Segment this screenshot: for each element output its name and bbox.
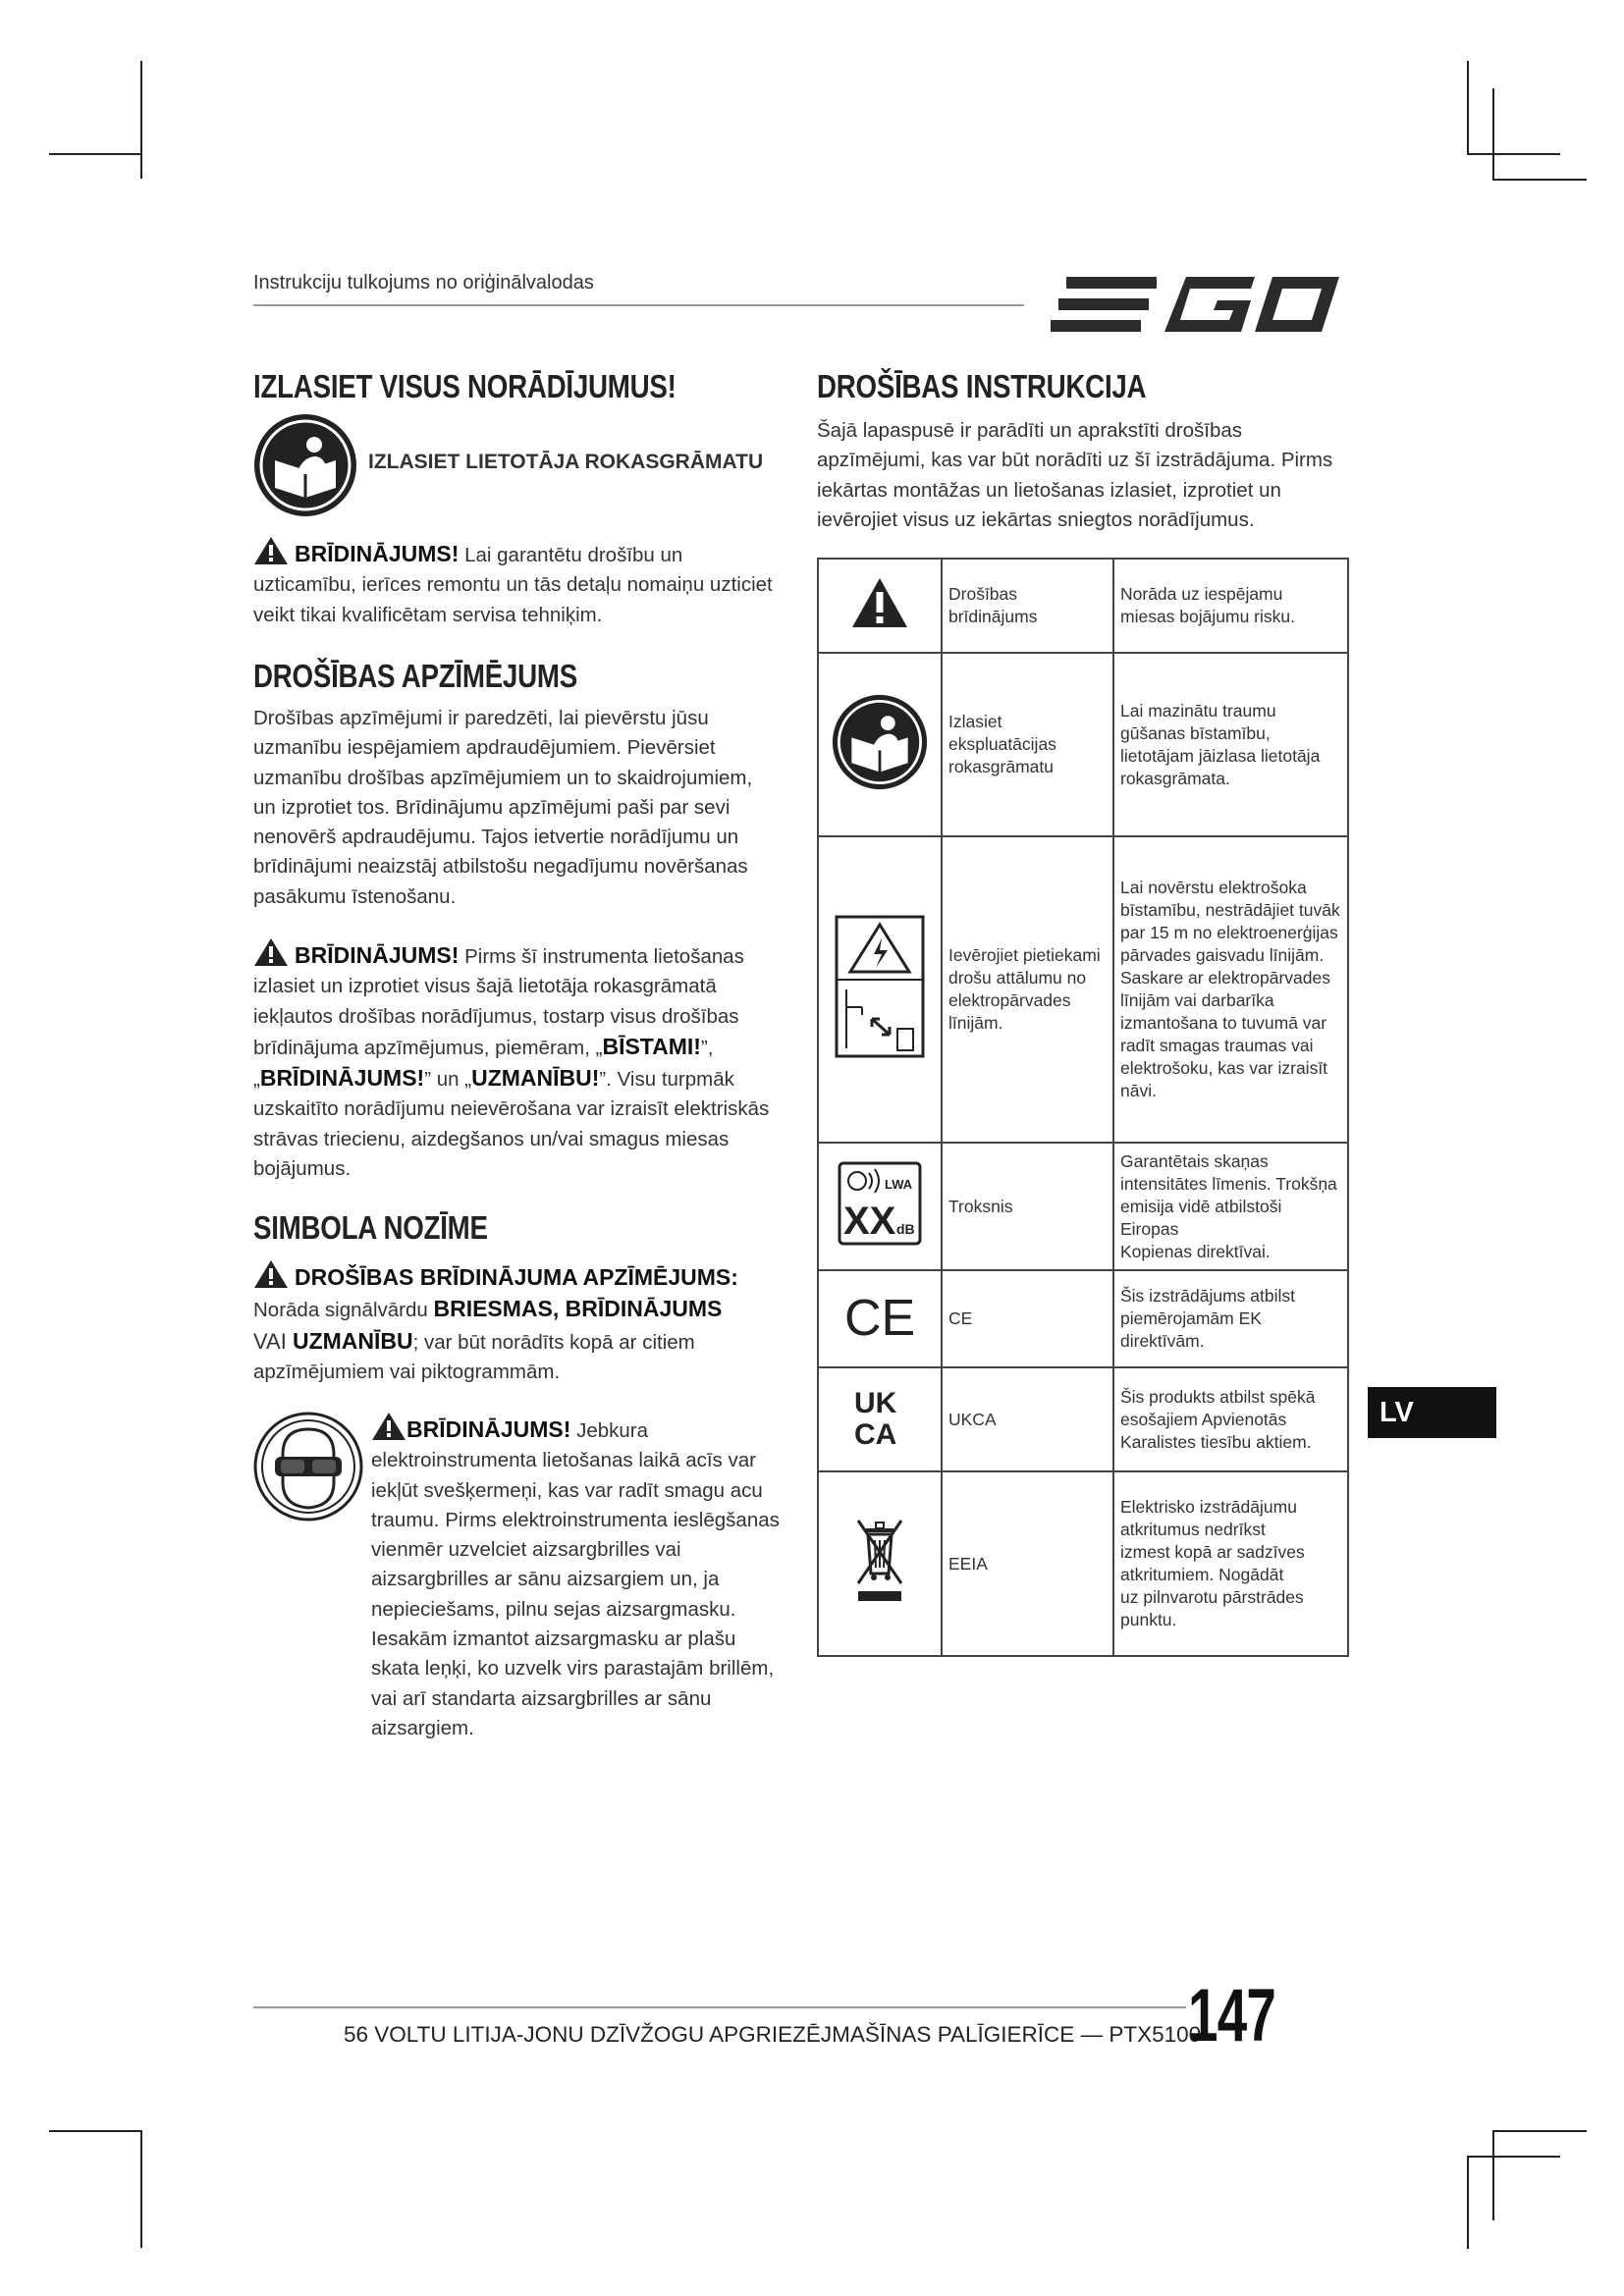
symbol-description: Kopienas direktīvai. <box>1120 1241 1271 1261</box>
text-line: uzmanību drošības apzīmējumiem un to skaidrojumiem, <box>253 766 753 789</box>
ukca-bottom: CA <box>854 1418 897 1448</box>
footer-product-title: 56 VOLTU LITIJA-JONU DZĪVŽOGU APGRIEZĒJMAŠĪNAS PALĪGIERĪCE — PTX5100 <box>344 2022 1202 2047</box>
crop-mark <box>1467 2156 1469 2249</box>
symbol-name: Troksnis <box>948 1196 1013 1216</box>
text-line: Lai garantētu drošību un <box>459 544 683 566</box>
crop-mark <box>140 61 142 179</box>
text-line: uzskaitīto norādījumu neievērošana var izraisīt elektriskās <box>253 1097 770 1121</box>
read-manual-label: IZLASIET LIETOTĀJA ROKASGRĀMATU <box>368 451 764 473</box>
text-line: traumu. Pirms elektroinstrumenta ieslēgšanas <box>371 1508 780 1531</box>
table-row <box>818 653 1348 836</box>
alert-label: DROŠĪBAS BRĪDINĀJUMA APZĪMĒJUMS: <box>295 1264 738 1290</box>
symbol-description: direktīvām. <box>1120 1331 1205 1351</box>
table-row <box>818 1270 1348 1367</box>
symbol-description: Garantētais skaņas <box>1120 1150 1269 1171</box>
symbol-name: UKCA <box>948 1409 997 1429</box>
symbol-description: pārvades gaisvadu līnijām. <box>1120 945 1325 965</box>
symbol-description: par 15 m no elektroenerģijas <box>1120 923 1338 942</box>
symbols-table <box>817 558 1349 1657</box>
logo-text: EGO <box>1049 273 1052 274</box>
warning-label: BRĪDINĀJUMS! <box>295 942 460 968</box>
warning-label: BRĪDINĀJUMS! <box>295 541 460 566</box>
text-line: nepieciešams, pilnu sejas aizsargmasku. <box>371 1597 736 1621</box>
symbol-description: Elektrisko izstrādājumu <box>1120 1497 1297 1517</box>
table-row <box>818 836 1348 1143</box>
text-line: uzmanību iespējamiem apdraudējumiem. Pievērsiet <box>253 736 716 760</box>
crop-mark <box>1492 2130 1494 2220</box>
safety-instructions-intro <box>817 416 1352 535</box>
warning-triangle-icon <box>253 1259 289 1289</box>
symbol-description: intensitātes līmenis. Trokšņa <box>1120 1173 1337 1194</box>
symbol-name: Izlasiet ekspluatācijas <box>948 712 1056 754</box>
symbol-description: atkritumiem. Nogādāt <box>1120 1565 1284 1584</box>
text-line: Drošības apzīmējumi ir paredzēti, lai pievērstu jūsu <box>253 707 709 729</box>
running-header: Instrukciju tulkojums no oriģinālvalodas <box>253 272 594 294</box>
text-line: iekļūt svešķermeņi, kas var radīt smagu acu <box>371 1478 763 1502</box>
symbol-description: Saskare ar elektropārvades <box>1120 968 1330 988</box>
warning-triangle-icon <box>850 576 909 629</box>
symbol-description: Norāda uz iespējamu <box>1120 584 1283 604</box>
text-line: vai arī standarta aizsargbrilles ar sānu <box>371 1686 712 1710</box>
signal-words: BRIESMAS, BRĪDINĀJUMS <box>433 1296 723 1322</box>
symbol-name: drošu attālumu no <box>948 968 1087 988</box>
crop-mark <box>1492 179 1587 181</box>
text-line: elektroinstrumenta lietošanas laikā acīs var <box>371 1449 756 1472</box>
text-line: strāvas triecienu, aizdegšanos un/vai smagus miesas <box>253 1127 730 1150</box>
symbol-description: izmantošana to tuvumā var <box>1120 1013 1327 1033</box>
symbol-meaning-text <box>253 1259 784 1387</box>
text-span: ”, <box>700 1036 714 1059</box>
text-line: skata leņķi, ko uzvelk virs parastajām brillēm, <box>371 1657 775 1681</box>
signal-word-caution: UZMANĪBU <box>292 1327 413 1354</box>
symbol-description: Lai novērstu elektrošoka <box>1120 878 1307 897</box>
warning-block-2 <box>253 937 784 1184</box>
header-rule <box>253 304 1024 306</box>
text-span: „ <box>253 1068 260 1092</box>
safety-symbols-title: DROŠĪBAS APZĪMĒJUMS <box>253 658 577 694</box>
symbol-description: radīt smagas traumas vai <box>1120 1036 1314 1055</box>
eye-warning-text <box>371 1412 793 1743</box>
text-span: ” un „ <box>424 1068 472 1092</box>
ego-logo <box>1049 273 1343 336</box>
eye-protection-icon <box>253 1412 363 1522</box>
read-all-title: IZLASIET VISUS NORĀDĪJUMUS! <box>253 368 677 404</box>
symbol-name: elektropārvades līnijām. <box>948 990 1071 1033</box>
text-line: iekļautos drošības norādījumus, tostarp visus drošības <box>253 1004 739 1028</box>
read-manual-icon <box>253 413 357 517</box>
text-line: nenovērš apdraudējumu. Tajos ietvertie norādījumu un <box>253 826 739 849</box>
noise-level-icon <box>838 1161 922 1246</box>
symbol-description: Karalistes tiesību aktiem. <box>1120 1431 1312 1452</box>
footer-rule <box>253 2006 1186 2008</box>
warning-triangle-icon <box>253 536 289 565</box>
symbol-description: izmest kopā ar sadzīves <box>1120 1542 1305 1562</box>
warning-word: BRĪDINĀJUMS! <box>259 1065 425 1092</box>
symbol-name: EEIA <box>948 1553 988 1574</box>
ukca-top: UK <box>854 1387 897 1419</box>
crop-mark <box>1467 61 1469 154</box>
text-line: aizsargiem. <box>371 1716 474 1739</box>
symbol-description: bīstamību, nestrādājiet tuvāk <box>1120 900 1340 920</box>
table-row <box>818 1367 1348 1471</box>
symbol-description: līnijām vai darbarīka <box>1120 990 1274 1010</box>
lwa-label: LWA <box>885 1177 913 1192</box>
text-line: pasākumu īstenošanu. <box>253 884 457 908</box>
text-line: Pirms šī instrumenta lietošanas <box>459 945 744 968</box>
symbol-description: miesas bojājumu risku. <box>1120 607 1295 626</box>
text-span: Norāda signālvārdu <box>253 1299 434 1322</box>
text-line: iekārtas montāžas un lietošanas izlasiet, izprotiet un <box>817 478 1281 502</box>
ukca-mark-icon <box>852 1385 907 1448</box>
symbol-name: Drošības <box>948 584 1018 604</box>
crop-mark <box>1492 2130 1587 2132</box>
danger-word: BĪSTAMI! <box>602 1033 701 1059</box>
symbol-description: esošajiem Apvienotās <box>1120 1409 1287 1429</box>
text-line: Jebkura <box>570 1419 649 1442</box>
text-span: brīdinājuma apzīmējumus, piemēram, „ <box>253 1036 603 1059</box>
symbol-name: Ievērojiet pietiekami <box>948 945 1101 965</box>
crop-mark <box>49 2130 142 2132</box>
text-line: uzticamību, ierīces remontu un tās detaļu nomaiņu uzticiet <box>253 573 773 597</box>
text-line: apzīmējumiem vai piktogrammām. <box>253 1360 561 1383</box>
language-tab: LV <box>1368 1387 1496 1438</box>
text-span: VAI <box>253 1328 293 1354</box>
ce-mark-text: CE <box>844 1291 916 1341</box>
text-span: ; var būt norādīts kopā ar citiem <box>412 1330 695 1354</box>
crop-mark <box>49 153 142 155</box>
text-line: Iesakām izmantot aizsargmasku ar plašu <box>371 1628 736 1651</box>
warning-label: BRĪDINĀJUMS! <box>406 1416 571 1442</box>
text-line: izlasiet un izprotiet visus šajā lietotāja rokasgrāmatā <box>253 975 717 998</box>
symbol-description: emisija vidē atbilstoši Eiropas <box>1120 1196 1282 1239</box>
text-line: un izprotiet tos. Brīdinājumu apzīmējumi paši par sevi <box>253 795 731 819</box>
text-line: brīdinājumi neaizstāj atbilstošu negadījumu novēršanas <box>253 855 748 879</box>
symbol-name: CE <box>948 1308 973 1328</box>
warning-block-1 <box>253 536 784 630</box>
safety-instructions-title: DROŠĪBAS INSTRUKCIJA <box>817 368 1147 404</box>
symbol-description: lietotājam jāizlasa lietotāja <box>1120 745 1321 766</box>
power-line-distance-icon <box>833 913 927 1060</box>
noise-value: XX <box>843 1200 896 1243</box>
warning-triangle-icon <box>371 1412 406 1441</box>
symbol-description: piemērojamām EK <box>1120 1308 1262 1328</box>
symbol-description: uz pilnvarotu pārstrādes <box>1120 1587 1304 1607</box>
crop-mark <box>1467 2156 1560 2158</box>
symbol-description: atkritumus nedrīkst <box>1120 1520 1266 1539</box>
text-line: apzīmējumi, kas var būt norādīti uz šī izstrādājuma. Pirms <box>817 449 1333 472</box>
crop-mark <box>140 2130 142 2248</box>
noise-unit: dB <box>896 1221 915 1237</box>
table-row <box>818 1471 1348 1656</box>
table-row <box>818 1143 1348 1270</box>
page-number: 147 <box>1188 1974 1276 2057</box>
symbol-description: nāvi. <box>1120 1081 1157 1100</box>
crop-mark <box>1492 88 1494 179</box>
safety-symbols-text <box>253 704 784 912</box>
text-line: veikt tikai kvalificētam servisa tehniķim. <box>253 603 603 626</box>
read-manual-icon <box>832 694 928 790</box>
symbol-name: brīdinājums <box>948 607 1038 626</box>
symbol-description: Šis produkts atbilst spēkā <box>1120 1386 1316 1407</box>
symbol-description: elektrošoku, kas var izraisīt <box>1120 1058 1328 1078</box>
ce-mark-icon <box>842 1292 917 1341</box>
table-row <box>818 559 1348 653</box>
weee-bin-icon <box>852 1517 907 1605</box>
text-line: ievērojiet visus uz iekārtas sniegtos norādījumus. <box>817 507 1255 531</box>
symbol-description: rokasgrāmata. <box>1120 768 1230 788</box>
text-line: Šajā lapaspusē ir parādīti un aprakstīti drošības <box>817 419 1243 442</box>
symbol-name: rokasgrāmatu <box>948 757 1054 776</box>
symbol-description: punktu. <box>1120 1610 1177 1629</box>
caution-word: UZMANĪBU! <box>471 1065 600 1092</box>
warning-triangle-icon <box>253 937 289 967</box>
text-line: bojājumus. <box>253 1157 352 1181</box>
text-line: vienmēr uzvelciet aizsargbrilles vai <box>371 1538 681 1562</box>
symbol-description: Šis izstrādājums atbilst <box>1120 1286 1295 1306</box>
symbol-meaning-title: SIMBOLA NOZĪME <box>253 1209 488 1246</box>
crop-mark <box>1467 153 1560 155</box>
text-span: ”. Visu turpmāk <box>599 1068 734 1092</box>
symbol-description: gūšanas bīstamību, <box>1120 722 1271 743</box>
symbol-description: Lai mazinātu traumu <box>1120 700 1276 721</box>
text-line: aizsargbrilles ar sānu aizsargiem un, ja <box>371 1568 720 1591</box>
